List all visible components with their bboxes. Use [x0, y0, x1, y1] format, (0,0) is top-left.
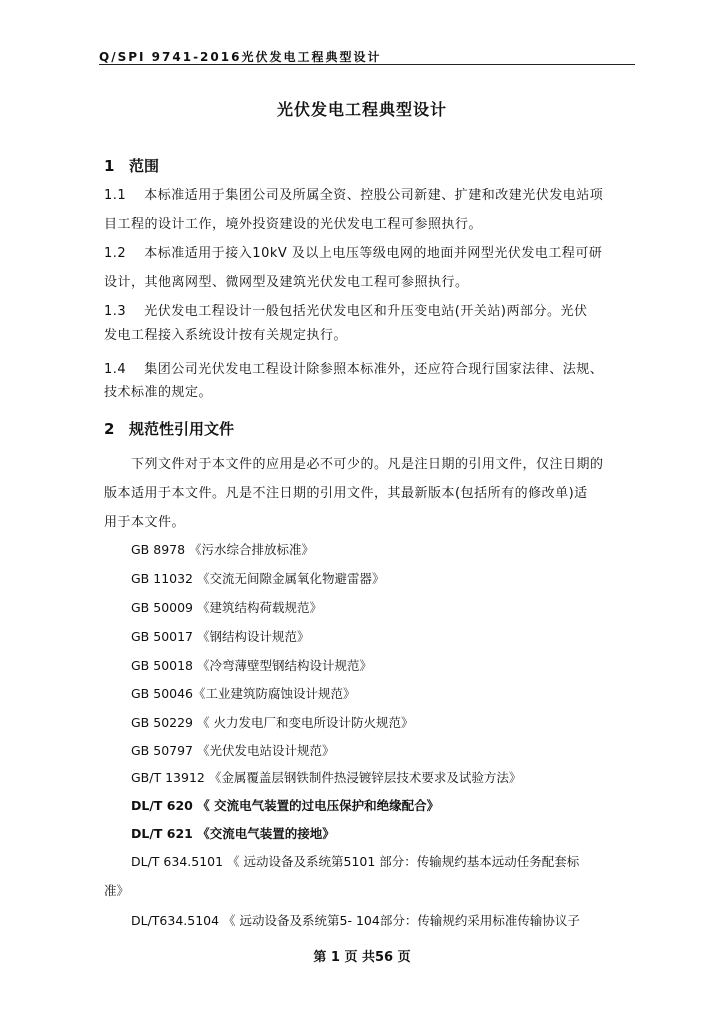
- section-1-heading: [104, 155, 159, 176]
- section-2-heading: [104, 418, 234, 439]
- section-number: 1: [104, 157, 115, 175]
- section-title: 范围: [129, 157, 160, 175]
- reference-item: DL/T 621 《交流电气装置的接地》: [131, 826, 335, 841]
- reference-item: GB 50046《工业建筑防腐蚀设计规范》: [131, 686, 356, 701]
- header-standard-code: Q/SPI 9741-2016光伏发电工程典型设计: [99, 50, 382, 64]
- page-number-footer: 第 1 页 共56 页: [313, 950, 411, 965]
- reference-item: GB 11032 《交流无间隙金属氧化物避雷器》: [131, 571, 385, 586]
- reference-item: GB 50797 《光伏发电站设计规范》: [131, 743, 335, 758]
- reference-item: GB 50009 《建筑结构荷载规范》: [131, 600, 322, 615]
- reference-item-continuation: 准》: [104, 883, 130, 898]
- reference-item: DL/T634.5104 《 远动设备及系统第5- 104部分：传输规约采用标准传输协议子: [131, 913, 580, 928]
- paragraph-line: 用于本文件。: [104, 515, 186, 530]
- section-number: 2: [104, 420, 115, 438]
- reference-item: DL/T 620 《 交流电气装置的过电压保护和绝缘配合》: [131, 798, 440, 813]
- document-title: 光伏发电工程典型设计: [276, 100, 447, 119]
- paragraph-line: 发电工程接入系统设计按有关规定执行。: [104, 328, 348, 343]
- paragraph-line: 1.4 集团公司光伏发电工程设计除参照本标准外，还应符合现行国家法律、法规、: [104, 362, 604, 377]
- reference-item: DL/T 634.5101 《 远动设备及系统第5101 部分：传输规约基本远动任务配套标: [131, 854, 580, 869]
- reference-item: GB/T 13912 《金属覆盖层钢铁制件热浸镀锌层技术要求及试验方法》: [131, 770, 522, 785]
- paragraph-line: 目工程的设计工作，境外投资建设的光伏发电工程可参照执行。: [104, 217, 483, 232]
- reference-item: GB 50017 《钢结构设计规范》: [131, 629, 310, 644]
- reference-item: GB 8978 《污水综合排放标准》: [131, 542, 315, 557]
- paragraph-line: 1.3 光伏发电工程设计一般包括光伏发电区和升压变电站(开关站)两部分。光伏: [104, 304, 588, 319]
- paragraph-line: 版本适用于本文件。凡是不注日期的引用文件，其最新版本(包括所有的修改单)适: [104, 486, 588, 501]
- reference-item: GB 50018 《冷弯薄壁型钢结构设计规范》: [131, 658, 372, 673]
- header-divider: [99, 64, 635, 65]
- paragraph-line: 技术标准的规定。: [104, 385, 213, 400]
- section-title: 规范性引用文件: [129, 420, 235, 438]
- paragraph-line: 1.1 本标准适用于集团公司及所属全资、控股公司新建、扩建和改建光伏发电站项: [104, 188, 604, 203]
- paragraph-line: 设计，其他离网型、微网型及建筑光伏发电工程可参照执行。: [104, 275, 469, 290]
- paragraph-line: 下列文件对于本文件的应用是必不可少的。凡是注日期的引用文件，仅注日期的: [131, 457, 604, 472]
- paragraph-line: 1.2 本标准适用于接入10kV 及以上电压等级电网的地面并网型光伏发电工程可研: [104, 246, 603, 261]
- reference-item: GB 50229 《 火力发电厂和变电所设计防火规范》: [131, 715, 414, 730]
